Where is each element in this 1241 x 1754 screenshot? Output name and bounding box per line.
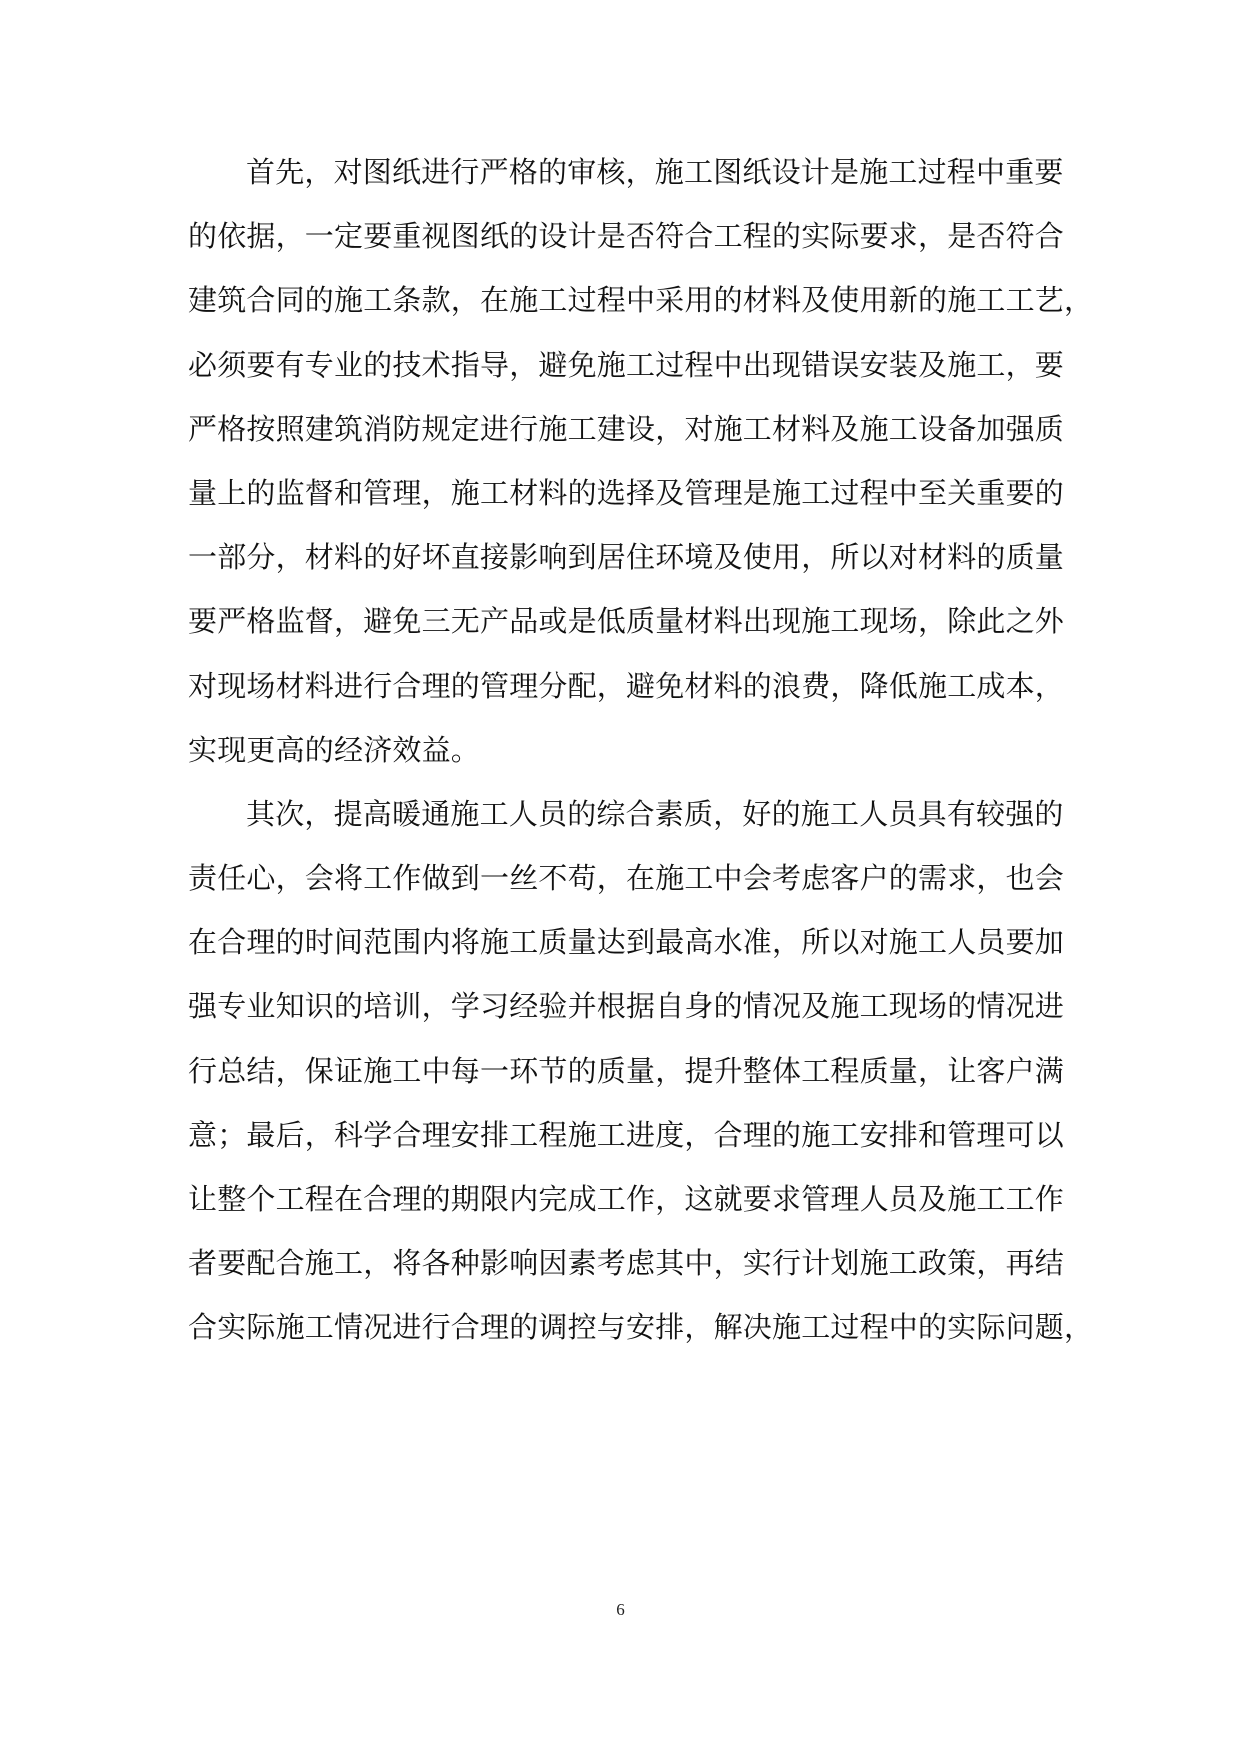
body-text [188,146,1094,1366]
text-line: 建筑合同的施工条款，在施工过程中采用的材料及使用新的施工工艺， [188,283,1094,318]
text-line: 对现场材料进行合理的管理分配，避免材料的浪费，降低施工成本， [188,668,1065,703]
text-line: 意；最后，科学合理安排工程施工进度，合理的施工安排和管理可以 [188,1117,1065,1152]
page-number: 6 [616,1600,625,1619]
text-line: 让整个工程在合理的期限内完成工作，这就要求管理人员及施工工作 [188,1182,1065,1216]
text-line: 实现更高的经济效益。 [188,732,481,767]
text-line: 行总结，保证施工中每一环节的质量，提升整体工程质量，让客户满 [188,1053,1065,1088]
text-line: 其次，提高暖通施工人员的综合素质，好的施工人员具有较强的 [246,796,1064,831]
text-line: 责任心，会将工作做到一丝不苟，在施工中会考虑客户的需求，也会 [188,861,1065,896]
paragraph [188,146,1094,788]
text-line: 要严格监督，避免三无产品或是低质量材料出现施工现场，除此之外 [188,604,1065,639]
text-line: 首先，对图纸进行严格的审核，施工图纸设计是施工过程中重要 [246,155,1064,189]
text-line: 严格按照建筑消防规定进行施工建设，对施工材料及施工设备加强质 [188,411,1065,446]
text-line: 一部分，材料的好坏直接影响到居住环境及使用，所以对材料的质量 [188,540,1065,575]
text-line: 必须要有专业的技术指导，避免施工过程中出现错误安装及施工，要 [188,347,1065,382]
text-line: 合实际施工情况进行合理的调控与安排，解决施工过程中的实际问题， [188,1310,1094,1345]
text-line: 的依据，一定要重视图纸的设计是否符合工程的实际要求，是否符合 [188,219,1065,254]
text-line: 量上的监督和管理，施工材料的选择及管理是施工过程中至关重要的 [188,475,1065,510]
paragraph [188,788,1094,1366]
text-line: 者要配合施工，将各种影响因素考虑其中，实行计划施工政策，再结 [188,1246,1065,1281]
text-line: 在合理的时间范围内将施工质量达到最高水准，所以对施工人员要加 [188,925,1065,960]
text-line: 强专业知识的培训，学习经验并根据自身的情况及施工现场的情况进 [188,989,1065,1024]
